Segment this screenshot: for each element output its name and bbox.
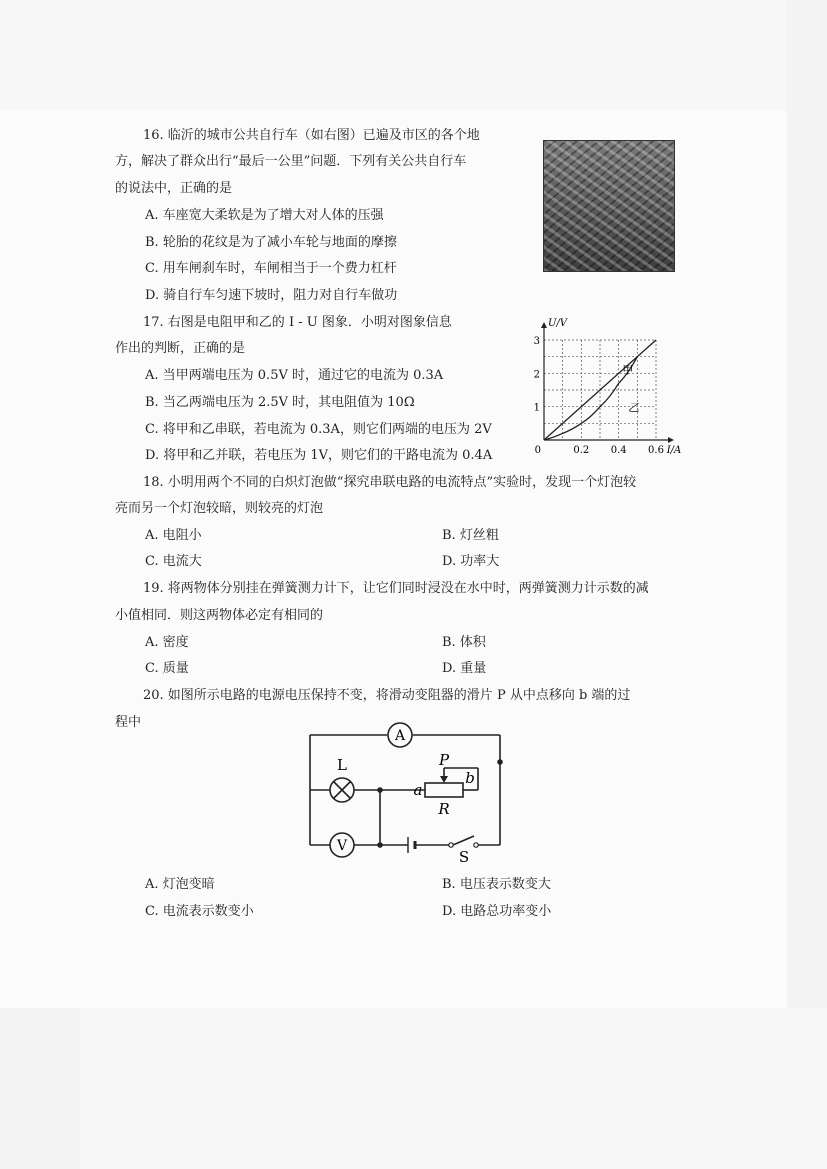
- q20-option-d: D. 电路总功率变小: [442, 904, 552, 919]
- iu-chart: [530, 308, 690, 460]
- q17-option-c: C. 将甲和乙串联，若电流为 0.3A，则它们两端的电压为 2V: [145, 422, 492, 437]
- q19-option-b: B. 体积: [442, 635, 486, 650]
- q18-option-b: B. 灯丝粗: [442, 528, 499, 543]
- q17-option-a: A. 当甲两端电压为 0.5V 时，通过它的电流为 0.3A: [145, 368, 444, 383]
- x-axis-arrow: [668, 437, 674, 443]
- q18-option-c: C. 电流大: [145, 554, 202, 569]
- q18-option-a: A. 电阻小: [145, 528, 202, 543]
- y-axis-arrow: [541, 322, 547, 328]
- q18-option-d: D. 功率大: [442, 554, 500, 569]
- q20-option-b: B. 电压表示数变大: [442, 877, 551, 892]
- q16-line2: 方，解决了群众出行“最后一公里”问题．下列有关公共自行车: [115, 154, 467, 169]
- switch-label: S: [458, 848, 470, 866]
- q20-line1: 20. 如图所示电路的电源电压保持不变，将滑动变阻器的滑片 P 从中点移向 b 端的过: [143, 688, 631, 703]
- q19-option-d: D. 重量: [442, 661, 487, 676]
- bicycle-photo: [543, 140, 675, 272]
- q16-option-b: B. 轮胎的花纹是为了减小车轮与地面的摩擦: [145, 235, 397, 250]
- q16-option-a: A. 车座宽大柔软是为了增大对人体的压强: [145, 208, 384, 223]
- q19-option-c: C. 质量: [145, 661, 189, 676]
- q16-option-d: D. 骑自行车匀速下坡时，阻力对自行车做功: [145, 288, 398, 303]
- slider-label: P: [438, 751, 450, 769]
- q17-line1: 17. 右图是电阻甲和乙的 I - U 图象．小明对图象信息: [143, 315, 452, 330]
- top-margin: [0, 0, 787, 110]
- x-tick-label: 0.6: [648, 445, 664, 456]
- q20-option-c: C. 电流表示数变小: [145, 904, 254, 919]
- series-jia-label: 甲: [622, 363, 634, 377]
- q17-option-b: B. 当乙两端电压为 2.5V 时，其电阻值为 10Ω: [145, 395, 415, 410]
- q18-line2: 亮而另一个灯泡较暗，则较亮的灯泡: [115, 501, 324, 516]
- y-tick-label: 1: [533, 402, 540, 414]
- x-tick-label: 0.2: [573, 445, 590, 456]
- q16-line3: 的说法中，正确的是: [115, 181, 233, 196]
- resistor-body: [425, 783, 463, 797]
- circuit-diagram: [300, 718, 520, 868]
- ammeter-symbol: A: [394, 728, 406, 744]
- bottom-margin: [80, 1008, 827, 1169]
- q16-line1: 16. 临沂的城市公共自行车（如右图）已遍及市区的各个地: [143, 128, 480, 143]
- origin-label: 0: [534, 445, 541, 456]
- lamp-label: L: [337, 756, 347, 774]
- end-b-label: b: [465, 769, 475, 787]
- q16-option-c: C. 用车闸刹车时，车闸相当于一个费力杠杆: [145, 261, 397, 276]
- q20-option-a: A. 灯泡变暗: [145, 877, 215, 892]
- y-axis-label: U/V: [548, 318, 568, 329]
- q20-line2: 程中: [115, 715, 142, 730]
- end-a-label: a: [413, 781, 423, 799]
- q17-option-d: D. 将甲和乙并联，若电压为 1V，则它们的干路电流为 0.4A: [145, 448, 493, 463]
- series-yi-label: 乙: [628, 401, 639, 415]
- y-tick-label: 2: [533, 369, 540, 381]
- q17-line2: 作出的判断，正确的是: [115, 341, 246, 356]
- y-tick-label: 3: [533, 336, 540, 347]
- x-tick-label: 0.4: [610, 445, 627, 456]
- q19-line2: 小值相同．则这两物体必定有相同的: [115, 608, 324, 623]
- voltmeter-symbol: V: [336, 838, 348, 854]
- q19-line1: 19. 将两物体分别挂在弹簧测力计下，让它们同时浸没在水中时，两弹簧测力计示数的减: [143, 581, 649, 596]
- x-axis-label: I/A: [666, 445, 682, 456]
- resistor-label: R: [438, 800, 450, 818]
- q18-line1: 18. 小明用两个不同的白炽灯泡做“探究串联电路的电流特点”实验时，发现一个灯泡较: [143, 475, 637, 490]
- q19-option-a: A. 密度: [145, 635, 189, 650]
